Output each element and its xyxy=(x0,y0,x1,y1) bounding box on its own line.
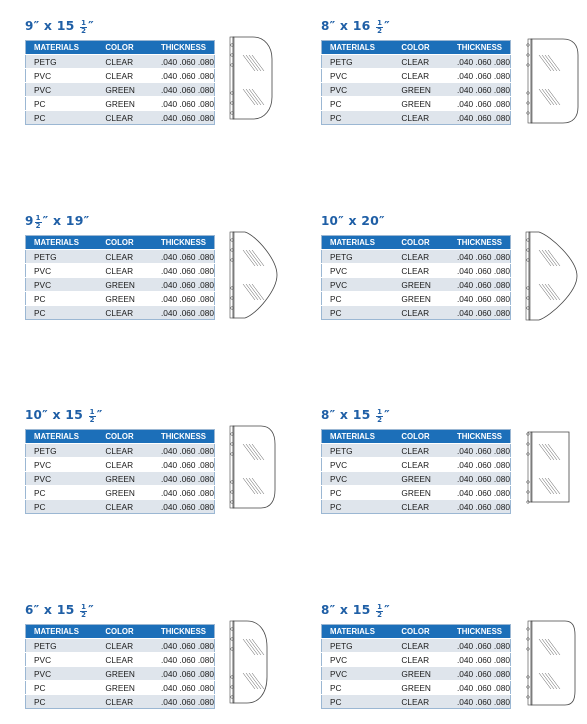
cell-material: PETG xyxy=(26,639,98,653)
cell-material: PETG xyxy=(322,55,394,69)
cell-thickness: .040 .060 .080 xyxy=(153,681,215,695)
header-color: COLOR xyxy=(97,41,153,55)
cell-color: CLEAR xyxy=(393,69,449,83)
materials-table xyxy=(321,624,511,709)
product-block xyxy=(25,405,295,525)
cell-material: PC xyxy=(26,695,98,709)
cell-thickness: .040 .060 .080 xyxy=(449,486,511,500)
cell-color: CLEAR xyxy=(97,639,153,653)
table-header-row xyxy=(322,41,511,55)
table-row xyxy=(322,306,511,320)
cell-color: CLEAR xyxy=(97,111,153,125)
cell-material: PC xyxy=(322,111,394,125)
table-row xyxy=(26,667,215,681)
cell-material: PC xyxy=(322,97,394,111)
cell-material: PVC xyxy=(322,278,394,292)
cell-material: PVC xyxy=(26,667,98,681)
cell-thickness: .040 .060 .080 xyxy=(449,681,511,695)
header-color: COLOR xyxy=(97,625,153,639)
cell-material: PVC xyxy=(26,653,98,667)
cell-material: PETG xyxy=(322,639,394,653)
header-materials: MATERIALS xyxy=(26,430,98,444)
cell-material: PC xyxy=(322,292,394,306)
cell-material: PC xyxy=(26,500,98,514)
table-row xyxy=(322,292,511,306)
shield-diagram xyxy=(525,619,579,712)
table-row xyxy=(322,695,511,709)
cell-material: PETG xyxy=(26,55,98,69)
cell-material: PVC xyxy=(322,653,394,667)
cell-color: CLEAR xyxy=(393,111,449,125)
cell-material: PC xyxy=(26,306,98,320)
size-title: 8″ x 15 $\frac{1}{2}$ ″ xyxy=(321,407,390,424)
cell-thickness: .040 .060 .080 xyxy=(153,83,215,97)
cell-color: CLEAR xyxy=(393,250,449,264)
cell-thickness: .040 .060 .080 xyxy=(153,472,215,486)
header-materials: MATERIALS xyxy=(322,430,394,444)
cell-thickness: .040 .060 .080 xyxy=(153,458,215,472)
cell-thickness: .040 .060 .080 xyxy=(153,639,215,653)
cell-color: CLEAR xyxy=(97,444,153,458)
cell-color: GREEN xyxy=(393,292,449,306)
table-row xyxy=(26,264,215,278)
cell-material: PETG xyxy=(322,444,394,458)
size-fraction: $\frac{1}{2}$ xyxy=(377,19,383,35)
header-thickness: THICKNESS xyxy=(449,430,511,444)
cell-thickness: .040 .060 .080 xyxy=(153,653,215,667)
size-title: 9 $\frac{1}{2}$ ″ x 19″ xyxy=(25,213,90,230)
shield-diagram xyxy=(229,35,275,126)
cell-material: PC xyxy=(322,695,394,709)
cell-color: GREEN xyxy=(393,278,449,292)
cell-material: PVC xyxy=(26,264,98,278)
shield-diagram xyxy=(229,424,279,515)
size-title: 8″ x 15 $\frac{1}{2}$ ″ xyxy=(321,602,390,619)
cell-material: PC xyxy=(322,486,394,500)
header-thickness: THICKNESS xyxy=(153,430,215,444)
table-row xyxy=(26,681,215,695)
cell-color: CLEAR xyxy=(97,500,153,514)
product-block xyxy=(321,600,587,720)
cell-thickness: .040 .060 .080 xyxy=(449,250,511,264)
cell-thickness: .040 .060 .080 xyxy=(449,264,511,278)
cell-thickness: .040 .060 .080 xyxy=(153,486,215,500)
cell-thickness: .040 .060 .080 xyxy=(449,306,511,320)
table-row xyxy=(322,458,511,472)
cell-color: GREEN xyxy=(393,83,449,97)
table-row xyxy=(26,500,215,514)
cell-color: GREEN xyxy=(393,97,449,111)
cell-material: PC xyxy=(26,292,98,306)
cell-material: PVC xyxy=(322,667,394,681)
header-color: COLOR xyxy=(393,430,449,444)
shield-diagram xyxy=(525,230,581,327)
table-row xyxy=(26,69,215,83)
cell-color: CLEAR xyxy=(393,695,449,709)
cell-color: GREEN xyxy=(393,486,449,500)
cell-thickness: .040 .060 .080 xyxy=(449,695,511,709)
header-thickness: THICKNESS xyxy=(449,41,511,55)
cell-material: PETG xyxy=(26,250,98,264)
cell-material: PC xyxy=(322,500,394,514)
header-materials: MATERIALS xyxy=(26,41,98,55)
table-row xyxy=(26,695,215,709)
product-block xyxy=(321,211,587,331)
cell-color: CLEAR xyxy=(393,653,449,667)
table-row xyxy=(322,639,511,653)
product-block xyxy=(25,211,295,331)
table-row xyxy=(322,83,511,97)
table-row xyxy=(26,472,215,486)
table-row xyxy=(26,55,215,69)
cell-color: CLEAR xyxy=(97,695,153,709)
materials-table xyxy=(321,235,511,320)
table-header-row xyxy=(26,430,215,444)
header-color: COLOR xyxy=(393,41,449,55)
table-row xyxy=(26,653,215,667)
cell-color: GREEN xyxy=(97,292,153,306)
cell-color: CLEAR xyxy=(393,458,449,472)
table-header-row xyxy=(322,625,511,639)
table-row xyxy=(322,667,511,681)
cell-color: CLEAR xyxy=(97,653,153,667)
table-row xyxy=(322,500,511,514)
header-materials: MATERIALS xyxy=(322,41,394,55)
cell-thickness: .040 .060 .080 xyxy=(153,444,215,458)
cell-material: PVC xyxy=(26,278,98,292)
cell-color: CLEAR xyxy=(393,55,449,69)
cell-material: PVC xyxy=(26,458,98,472)
cell-thickness: .040 .060 .080 xyxy=(449,458,511,472)
header-thickness: THICKNESS xyxy=(449,236,511,250)
cell-color: GREEN xyxy=(97,97,153,111)
table-row xyxy=(26,639,215,653)
cell-color: GREEN xyxy=(393,667,449,681)
table-row xyxy=(26,83,215,97)
materials-table xyxy=(25,40,215,125)
cell-color: CLEAR xyxy=(97,458,153,472)
cell-material: PVC xyxy=(322,83,394,97)
cell-material: PC xyxy=(26,111,98,125)
cell-thickness: .040 .060 .080 xyxy=(153,69,215,83)
header-color: COLOR xyxy=(97,430,153,444)
size-title: 10″ x 15 $\frac{1}{2}$ ″ xyxy=(25,407,103,424)
cell-thickness: .040 .060 .080 xyxy=(153,250,215,264)
table-header-row xyxy=(322,430,511,444)
table-row xyxy=(322,486,511,500)
cell-color: CLEAR xyxy=(393,444,449,458)
cell-color: GREEN xyxy=(97,472,153,486)
table-row xyxy=(26,306,215,320)
header-color: COLOR xyxy=(97,236,153,250)
table-row xyxy=(322,681,511,695)
header-color: COLOR xyxy=(393,236,449,250)
cell-color: CLEAR xyxy=(393,500,449,514)
materials-table xyxy=(321,429,511,514)
header-materials: MATERIALS xyxy=(26,625,98,639)
cell-thickness: .040 .060 .080 xyxy=(153,292,215,306)
cell-thickness: .040 .060 .080 xyxy=(449,667,511,681)
materials-table xyxy=(25,235,215,320)
cell-color: CLEAR xyxy=(97,264,153,278)
cell-material: PVC xyxy=(322,69,394,83)
materials-table xyxy=(25,624,215,709)
table-row xyxy=(322,472,511,486)
cell-thickness: .040 .060 .080 xyxy=(449,639,511,653)
header-thickness: THICKNESS xyxy=(153,41,215,55)
header-color: COLOR xyxy=(393,625,449,639)
table-row xyxy=(26,97,215,111)
cell-color: CLEAR xyxy=(393,306,449,320)
cell-thickness: .040 .060 .080 xyxy=(449,69,511,83)
table-header-row xyxy=(322,236,511,250)
size-title: 6″ x 15 $\frac{1}{2}$ ″ xyxy=(25,602,94,619)
product-block xyxy=(321,405,587,525)
cell-color: GREEN xyxy=(393,472,449,486)
shield-diagram xyxy=(525,424,575,515)
cell-material: PC xyxy=(322,681,394,695)
product-block xyxy=(321,16,587,136)
cell-material: PC xyxy=(322,306,394,320)
cell-thickness: .040 .060 .080 xyxy=(449,472,511,486)
materials-table xyxy=(25,429,215,514)
table-header-row xyxy=(26,625,215,639)
size-fraction: $\frac{1}{2}$ xyxy=(377,408,383,424)
cell-thickness: .040 .060 .080 xyxy=(449,444,511,458)
table-header-row xyxy=(26,41,215,55)
cell-color: GREEN xyxy=(97,486,153,500)
cell-color: CLEAR xyxy=(393,639,449,653)
size-fraction: $\frac{1}{2}$ xyxy=(377,603,383,619)
cell-thickness: .040 .060 .080 xyxy=(153,97,215,111)
table-row xyxy=(322,264,511,278)
header-thickness: THICKNESS xyxy=(153,236,215,250)
materials-table xyxy=(321,40,511,125)
cell-thickness: .040 .060 .080 xyxy=(449,292,511,306)
cell-thickness: .040 .060 .080 xyxy=(449,83,511,97)
cell-color: CLEAR xyxy=(97,306,153,320)
cell-color: GREEN xyxy=(97,278,153,292)
cell-material: PVC xyxy=(322,458,394,472)
table-row xyxy=(26,486,215,500)
cell-material: PC xyxy=(26,97,98,111)
cell-color: CLEAR xyxy=(97,69,153,83)
table-row xyxy=(26,292,215,306)
cell-thickness: .040 .060 .080 xyxy=(449,278,511,292)
size-title: 8″ x 16 $\frac{1}{2}$ ″ xyxy=(321,18,390,35)
size-fraction: $\frac{1}{2}$ xyxy=(81,603,87,619)
shield-diagram xyxy=(229,230,281,325)
size-fraction: $\frac{1}{2}$ xyxy=(35,214,41,230)
cell-thickness: .040 .060 .080 xyxy=(153,55,215,69)
cell-color: GREEN xyxy=(97,83,153,97)
cell-material: PC xyxy=(26,681,98,695)
table-row xyxy=(26,278,215,292)
cell-material: PVC xyxy=(26,69,98,83)
cell-thickness: .040 .060 .080 xyxy=(449,111,511,125)
table-row xyxy=(26,458,215,472)
cell-material: PVC xyxy=(26,472,98,486)
cell-thickness: .040 .060 .080 xyxy=(153,278,215,292)
cell-thickness: .040 .060 .080 xyxy=(153,667,215,681)
cell-color: CLEAR xyxy=(97,250,153,264)
table-row xyxy=(322,278,511,292)
table-row xyxy=(26,111,215,125)
header-thickness: THICKNESS xyxy=(449,625,511,639)
cell-thickness: .040 .060 .080 xyxy=(153,264,215,278)
table-row xyxy=(322,55,511,69)
product-block xyxy=(25,600,295,720)
cell-color: GREEN xyxy=(97,667,153,681)
header-thickness: THICKNESS xyxy=(153,625,215,639)
cell-thickness: .040 .060 .080 xyxy=(449,500,511,514)
cell-thickness: .040 .060 .080 xyxy=(449,97,511,111)
table-row xyxy=(322,250,511,264)
cell-material: PETG xyxy=(26,444,98,458)
header-materials: MATERIALS xyxy=(322,236,394,250)
table-row xyxy=(322,69,511,83)
cell-material: PETG xyxy=(322,250,394,264)
table-row xyxy=(322,97,511,111)
cell-material: PVC xyxy=(322,472,394,486)
cell-thickness: .040 .060 .080 xyxy=(449,653,511,667)
table-row xyxy=(322,111,511,125)
shield-diagram xyxy=(229,619,271,710)
cell-thickness: .040 .060 .080 xyxy=(153,500,215,514)
size-title: 9″ x 15 $\frac{1}{2}$ ″ xyxy=(25,18,94,35)
product-block xyxy=(25,16,295,136)
size-fraction: $\frac{1}{2}$ xyxy=(89,408,95,424)
table-row xyxy=(26,250,215,264)
table-header-row xyxy=(26,236,215,250)
table-row xyxy=(322,653,511,667)
cell-color: GREEN xyxy=(97,681,153,695)
cell-material: PC xyxy=(26,486,98,500)
cell-thickness: .040 .060 .080 xyxy=(153,695,215,709)
table-row xyxy=(26,444,215,458)
size-title: 10″ x 20″ xyxy=(321,213,385,228)
cell-thickness: .040 .060 .080 xyxy=(153,111,215,125)
size-fraction: $\frac{1}{2}$ xyxy=(81,19,87,35)
cell-thickness: .040 .060 .080 xyxy=(153,306,215,320)
cell-color: CLEAR xyxy=(97,55,153,69)
cell-color: CLEAR xyxy=(393,264,449,278)
cell-material: PVC xyxy=(26,83,98,97)
header-materials: MATERIALS xyxy=(26,236,98,250)
cell-color: GREEN xyxy=(393,681,449,695)
shield-diagram xyxy=(525,35,581,132)
cell-material: PVC xyxy=(322,264,394,278)
table-row xyxy=(322,444,511,458)
header-materials: MATERIALS xyxy=(322,625,394,639)
cell-thickness: .040 .060 .080 xyxy=(449,55,511,69)
